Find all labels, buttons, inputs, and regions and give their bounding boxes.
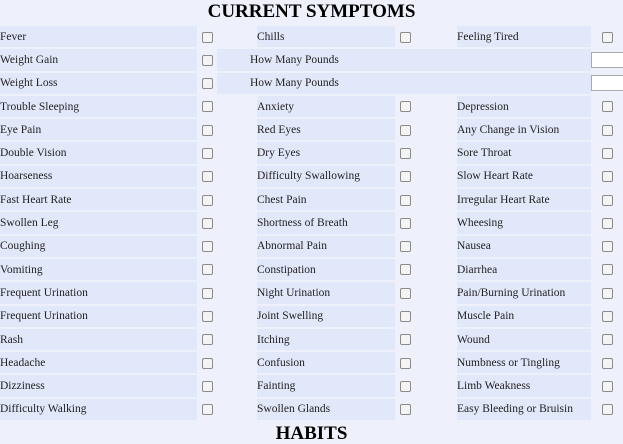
weight-gain-pounds-input[interactable]	[591, 52, 623, 68]
symptom-label: Numbness or Tingling	[457, 352, 591, 373]
symptom-label: Slow Heart Rate	[457, 166, 591, 187]
weight-loss-row	[0, 73, 623, 94]
symptom-checkbox[interactable]	[602, 241, 613, 252]
symptom-label: Feeling Tired	[457, 26, 591, 47]
symptom-label: Diarrhea	[457, 259, 591, 280]
symptom-checkbox[interactable]	[602, 264, 613, 275]
symptom-label: Dizziness	[0, 375, 197, 396]
symptom-row	[0, 96, 623, 117]
symptom-label: Nausea	[457, 236, 591, 257]
symptom-row	[0, 212, 623, 233]
symptom-checkbox[interactable]	[400, 148, 411, 159]
symptom-checkbox[interactable]	[602, 358, 613, 369]
symptom-row	[0, 189, 623, 210]
weight-loss-pounds-input[interactable]	[591, 75, 623, 91]
symptom-checkbox[interactable]	[400, 218, 411, 229]
symptom-row	[0, 166, 623, 187]
weight-gain-pounds-label: How Many Pounds	[217, 49, 591, 70]
symptom-checkbox[interactable]	[400, 241, 411, 252]
symptom-label: Night Urination	[257, 282, 395, 303]
symptom-label: Anxiety	[257, 96, 395, 117]
symptom-label: Limb Weakness	[457, 375, 591, 396]
symptom-row	[0, 26, 623, 47]
symptom-label: Coughing	[0, 236, 197, 257]
symptom-label: Vomiting	[0, 259, 197, 280]
symptom-label: Fever	[0, 26, 197, 47]
symptom-checkbox[interactable]	[400, 264, 411, 275]
symptom-checkbox[interactable]	[202, 101, 213, 112]
symptom-checkbox[interactable]	[202, 288, 213, 299]
symptom-label: Headache	[0, 352, 197, 373]
symptom-row	[0, 259, 623, 280]
symptom-row	[0, 329, 623, 350]
symptoms-grid	[0, 24, 623, 422]
symptom-row	[0, 282, 623, 303]
symptom-label: Red Eyes	[257, 119, 395, 140]
symptom-checkbox[interactable]	[602, 32, 613, 43]
symptom-label: Trouble Sleeping	[0, 96, 197, 117]
symptom-label: Eye Pain	[0, 119, 197, 140]
symptom-checkbox[interactable]	[400, 195, 411, 206]
symptom-label: Swollen Glands	[257, 399, 395, 420]
symptom-checkbox[interactable]	[602, 125, 613, 136]
symptom-checkbox[interactable]	[400, 358, 411, 369]
symptom-label: Difficulty Swallowing	[257, 166, 395, 187]
symptom-checkbox[interactable]	[202, 264, 213, 275]
symptom-checkbox[interactable]	[400, 288, 411, 299]
symptom-checkbox[interactable]	[602, 404, 613, 415]
weight-loss-pounds-label: How Many Pounds	[217, 73, 591, 94]
symptom-checkbox[interactable]	[400, 101, 411, 112]
symptom-checkbox[interactable]	[602, 148, 613, 159]
symptom-checkbox[interactable]	[202, 195, 213, 206]
symptom-row	[0, 119, 623, 140]
symptom-checkbox[interactable]	[400, 334, 411, 345]
symptom-checkbox[interactable]	[602, 381, 613, 392]
symptom-label: Pain/Burning Urination	[457, 282, 591, 303]
symptom-checkbox[interactable]	[400, 311, 411, 322]
symptom-label: Constipation	[257, 259, 395, 280]
symptom-label: Itching	[257, 329, 395, 350]
symptom-checkbox[interactable]	[202, 241, 213, 252]
symptom-label: Frequent Urination	[0, 306, 197, 327]
symptom-checkbox[interactable]	[602, 171, 613, 182]
section-title: CURRENT SYMPTOMS	[207, 1, 416, 22]
symptom-label: Rash	[0, 329, 197, 350]
symptom-checkbox[interactable]	[202, 218, 213, 229]
symptom-checkbox[interactable]	[202, 334, 213, 345]
symptom-row	[0, 352, 623, 373]
symptom-label: Wound	[457, 329, 591, 350]
symptom-label: Chills	[257, 26, 395, 47]
symptom-checkbox[interactable]	[602, 101, 613, 112]
symptom-checkbox[interactable]	[400, 171, 411, 182]
symptom-checkbox[interactable]	[602, 311, 613, 322]
symptom-checkbox[interactable]	[202, 311, 213, 322]
next-section-title: HABITS	[275, 423, 348, 444]
symptom-label: Wheesing	[457, 212, 591, 233]
weight-loss-checkbox[interactable]	[202, 78, 213, 89]
symptom-checkbox[interactable]	[602, 218, 613, 229]
symptom-row	[0, 236, 623, 257]
symptom-label: Frequent Urination	[0, 282, 197, 303]
weight-gain-row	[0, 49, 623, 70]
symptom-checkbox[interactable]	[202, 32, 213, 43]
symptom-row	[0, 399, 623, 420]
symptom-label: Sore Throat	[457, 142, 591, 163]
symptom-label: Depression	[457, 96, 591, 117]
symptom-label: Irregular Heart Rate	[457, 189, 591, 210]
symptom-label: Fainting	[257, 375, 395, 396]
symptom-label: Joint Swelling	[257, 306, 395, 327]
symptom-label: Swollen Leg	[0, 212, 197, 233]
weight-loss-label: Weight Loss	[0, 73, 197, 94]
weight-gain-label: Weight Gain	[0, 49, 197, 70]
symptom-checkbox[interactable]	[202, 125, 213, 136]
symptom-label: Easy Bleeding or Bruisin	[457, 399, 591, 420]
symptom-checkbox[interactable]	[602, 195, 613, 206]
symptom-checkbox[interactable]	[202, 404, 213, 415]
symptom-checkbox[interactable]	[202, 171, 213, 182]
symptom-row	[0, 142, 623, 163]
symptom-label: Chest Pain	[257, 189, 395, 210]
symptom-row	[0, 306, 623, 327]
symptom-label: Dry Eyes	[257, 142, 395, 163]
symptom-checkbox[interactable]	[400, 125, 411, 136]
symptom-label: Muscle Pain	[457, 306, 591, 327]
symptom-checkbox[interactable]	[202, 358, 213, 369]
symptom-row	[0, 375, 623, 396]
symptom-checkbox[interactable]	[602, 334, 613, 345]
symptom-label: Shortness of Breath	[257, 212, 395, 233]
symptom-label: Fast Heart Rate	[0, 189, 197, 210]
symptom-checkbox[interactable]	[400, 404, 411, 415]
symptom-checkbox[interactable]	[400, 32, 411, 43]
symptom-label: Abnormal Pain	[257, 236, 395, 257]
symptom-checkbox[interactable]	[202, 381, 213, 392]
weight-gain-checkbox[interactable]	[202, 55, 213, 66]
symptom-label: Confusion	[257, 352, 395, 373]
symptom-label: Any Change in Vision	[457, 119, 591, 140]
symptom-checkbox[interactable]	[602, 288, 613, 299]
symptom-label: Hoarseness	[0, 166, 197, 187]
symptom-label: Double Vision	[0, 142, 197, 163]
symptom-checkbox[interactable]	[202, 148, 213, 159]
symptom-checkbox[interactable]	[400, 381, 411, 392]
symptom-label: Difficulty Walking	[0, 399, 197, 420]
